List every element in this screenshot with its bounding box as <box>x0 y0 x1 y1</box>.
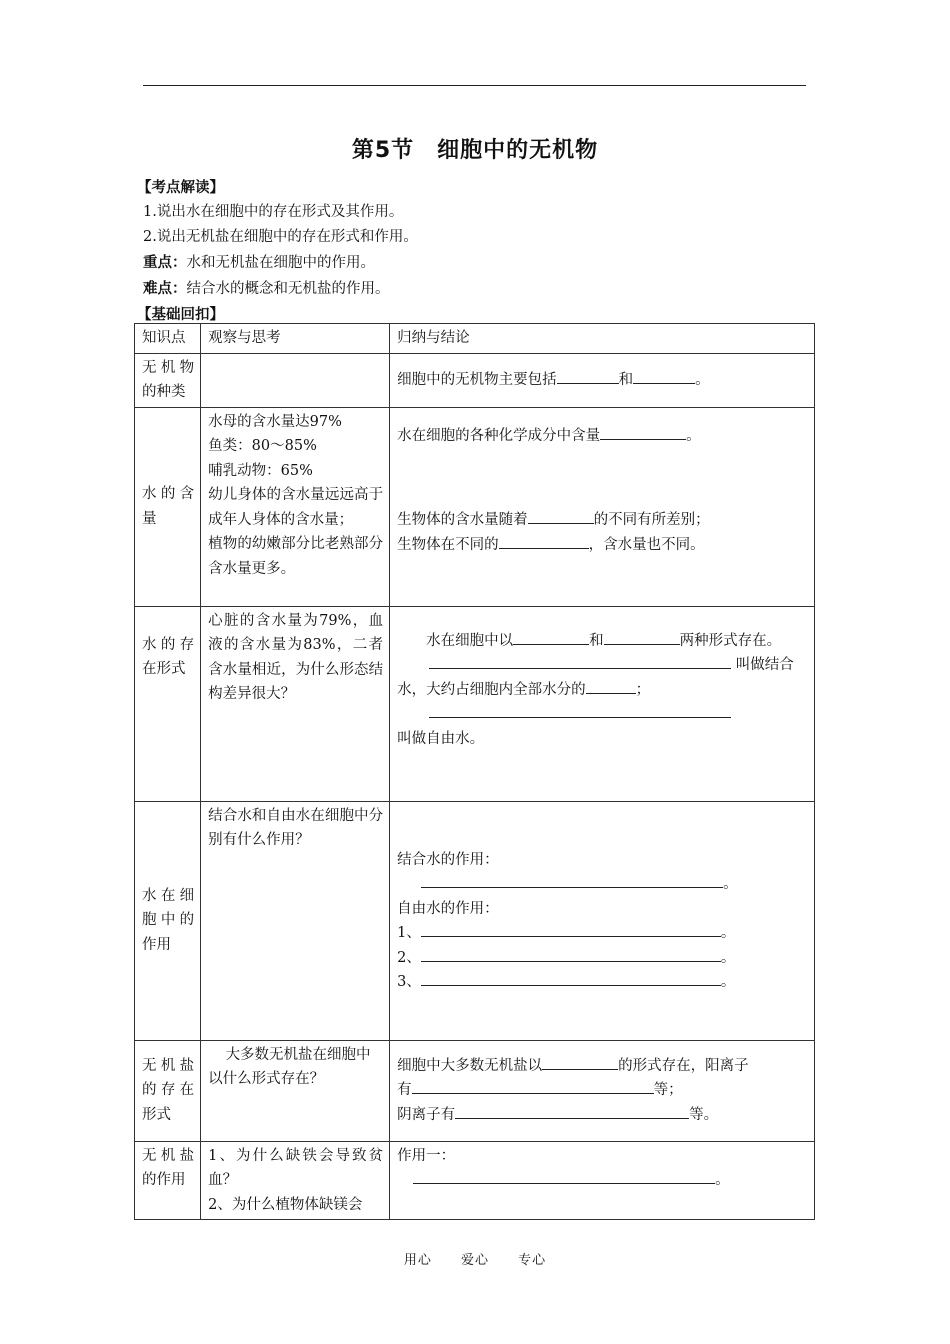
conclusion-text: 生物体的含水量随着 <box>397 512 528 528</box>
review-table <box>134 323 815 1220</box>
fill-blank[interactable] <box>412 1079 654 1094</box>
conclusion-text: 阴离子有 <box>397 1106 456 1123</box>
fill-blank[interactable] <box>633 369 695 384</box>
footer-word: 专心 <box>518 1253 547 1268</box>
fill-blank[interactable] <box>604 630 680 645</box>
intro-section <box>137 175 813 327</box>
conclusion-text: 。 <box>723 876 738 892</box>
effect-one-label: 作用一： <box>397 1147 456 1164</box>
topic-cell: 无机物的种类 <box>135 353 201 407</box>
observation-line: 哺乳动物：65% <box>208 462 313 479</box>
fill-blank[interactable] <box>600 425 686 440</box>
conclusion-line <box>397 921 808 946</box>
header-conclusion: 归纳与结论 <box>390 324 815 354</box>
conclusion-line <box>397 533 808 558</box>
conclusion-text: 细胞中大多数无机盐以 <box>397 1057 543 1074</box>
conclusion-text: ； <box>635 681 651 698</box>
fill-blank[interactable] <box>421 922 721 937</box>
header-observation: 观察与思考 <box>201 324 390 354</box>
observation-cell <box>201 353 390 407</box>
footer-word: 爱心 <box>460 1253 489 1268</box>
conclusion-text: 等。 <box>689 1106 719 1123</box>
conclusion-text: 等； <box>653 1082 683 1099</box>
conclusion-line <box>397 629 808 654</box>
basic-review-heading: 【基础回扣】 <box>137 306 224 323</box>
key-point <box>143 250 813 276</box>
conclusion-line <box>397 424 808 449</box>
table-header-row <box>135 324 815 354</box>
conclusion-cell <box>390 353 815 407</box>
conclusion-line <box>397 1103 808 1128</box>
exam-point-1: 1.说出水在细胞中的存在形式及其作用。 <box>143 204 404 220</box>
observation-line: 水母的含水量达97% <box>208 413 342 430</box>
conclusion-text: 和 <box>589 632 604 649</box>
key-point-label: 重点： <box>143 254 187 271</box>
conclusion-text: 有 <box>397 1082 412 1099</box>
item-number: 2、 <box>397 949 421 966</box>
conclusion-text: 两种形式存在。 <box>679 632 782 649</box>
observation-cell <box>201 1040 390 1141</box>
observation-cell: 心脏的含水量为79%，血液的含水量为83%，二者含水量相近，为什么形态结构差异很大？ <box>201 606 390 801</box>
table-row <box>135 801 815 1040</box>
conclusion-text: 和 <box>618 371 634 388</box>
conclusion-text: 的形式存在，阳离子 <box>618 1057 749 1074</box>
conclusion-cell <box>390 407 815 606</box>
fill-blank[interactable] <box>557 369 619 384</box>
table-row <box>135 407 815 606</box>
topic-cell: 无机盐的存在形式 <box>135 1040 201 1141</box>
conclusion-line <box>397 1054 808 1079</box>
exam-points-heading: 【考点解读】 <box>137 179 224 196</box>
header-topic: 知识点 <box>135 324 201 354</box>
conclusion-text: 的不同有所差别； <box>593 512 710 528</box>
footer-word: 用心 <box>403 1253 432 1268</box>
fill-blank[interactable] <box>421 873 723 888</box>
fill-blank[interactable] <box>513 630 589 645</box>
difficulty-point-text: 结合水的概念和无机盐的作用。 <box>186 281 390 297</box>
conclusion-text: 。 <box>686 427 701 444</box>
conclusion-text: 。 <box>695 371 710 388</box>
fill-blank[interactable] <box>421 971 721 986</box>
fill-blank[interactable] <box>429 703 731 718</box>
conclusion-text: 水在细胞的各种化学成分中含量 <box>397 427 601 444</box>
conclusion-text: 水在细胞中以 <box>426 632 514 649</box>
topic-cell: 水的含量 <box>135 407 201 606</box>
observation-line: 2、为什么植物体缺镁会 <box>208 1196 363 1213</box>
conclusion-text: 生物体在不同的 <box>397 536 499 553</box>
conclusion-cell <box>390 1040 815 1141</box>
page-title: 第5节 细胞中的无机物 <box>351 138 599 163</box>
observation-line: 植物的幼嫩部分比老熟部分含水量更多。 <box>208 536 384 577</box>
key-point-text: 水和无机盐在细胞中的作用。 <box>186 255 375 271</box>
topic-cell: 无机盐的作用 <box>135 1141 201 1220</box>
conclusion-line <box>397 508 808 533</box>
observation-cell <box>201 407 390 606</box>
fill-blank[interactable] <box>429 654 731 669</box>
conclusion-text: 细胞中的无机物主要包括 <box>397 371 557 388</box>
observation-line: 幼儿身体的含水量远远高于成年人身体的含水量； <box>208 487 384 528</box>
fill-blank[interactable] <box>421 947 721 962</box>
table-row <box>135 1141 815 1220</box>
table-row <box>135 1040 815 1141</box>
conclusion-text: 。 <box>715 1172 730 1188</box>
conclusion-cell <box>390 801 815 1040</box>
fill-blank[interactable] <box>499 534 589 549</box>
observation-line: 大多数无机盐在细胞中 <box>225 1046 371 1063</box>
exam-point-2: 2.说出无机盐在细胞中的存在形式和作用。 <box>143 229 418 245</box>
observation-line: 1、为什么缺铁会导致贫血？ <box>208 1147 384 1188</box>
fill-blank[interactable] <box>542 1055 618 1070</box>
conclusion-line <box>397 872 808 897</box>
conclusion-text: 。 <box>720 974 736 990</box>
conclusion-cell <box>390 606 815 801</box>
difficulty-point-label: 难点： <box>143 280 187 297</box>
conclusion-line <box>397 1078 808 1103</box>
conclusion-text: 叫做结合水，大约占细胞内全部水分的 <box>397 657 794 698</box>
conclusion-line <box>397 653 808 702</box>
fill-blank[interactable] <box>586 679 636 694</box>
free-water-label: 自由水的作用： <box>397 900 499 917</box>
header-rule <box>143 85 806 86</box>
topic-cell: 水的存在形式 <box>135 606 201 801</box>
conclusion-cell <box>390 1141 815 1220</box>
observation-line: 以什么形式存在？ <box>208 1071 325 1087</box>
difficulty-point <box>143 276 813 302</box>
observation-cell <box>201 1141 390 1220</box>
item-number: 3、 <box>397 974 421 990</box>
conclusion-line: 叫做自由水。 <box>397 730 485 747</box>
fill-blank[interactable] <box>413 1169 715 1184</box>
fill-blank[interactable] <box>455 1104 689 1119</box>
observation-line: 鱼类：80～85% <box>208 438 317 454</box>
observation-cell: 结合水和自由水在细胞中分别有什么作用？ <box>201 801 390 1040</box>
topic-cell: 水在细胞中的作用 <box>135 801 201 1040</box>
conclusion-text: 。 <box>720 925 736 941</box>
conclusion-line <box>397 702 808 727</box>
item-number: 1、 <box>397 925 421 941</box>
conclusion-line <box>397 946 808 971</box>
table-row <box>135 606 815 801</box>
bound-water-label: 结合水的作用： <box>397 851 499 868</box>
conclusion-line <box>397 970 808 995</box>
fill-blank[interactable] <box>528 509 594 524</box>
conclusion-line <box>397 1168 808 1193</box>
conclusion-text: 。 <box>720 949 736 966</box>
table-row <box>135 353 815 407</box>
page-footer <box>0 1249 950 1268</box>
conclusion-text: ，含水量也不同。 <box>588 536 705 553</box>
